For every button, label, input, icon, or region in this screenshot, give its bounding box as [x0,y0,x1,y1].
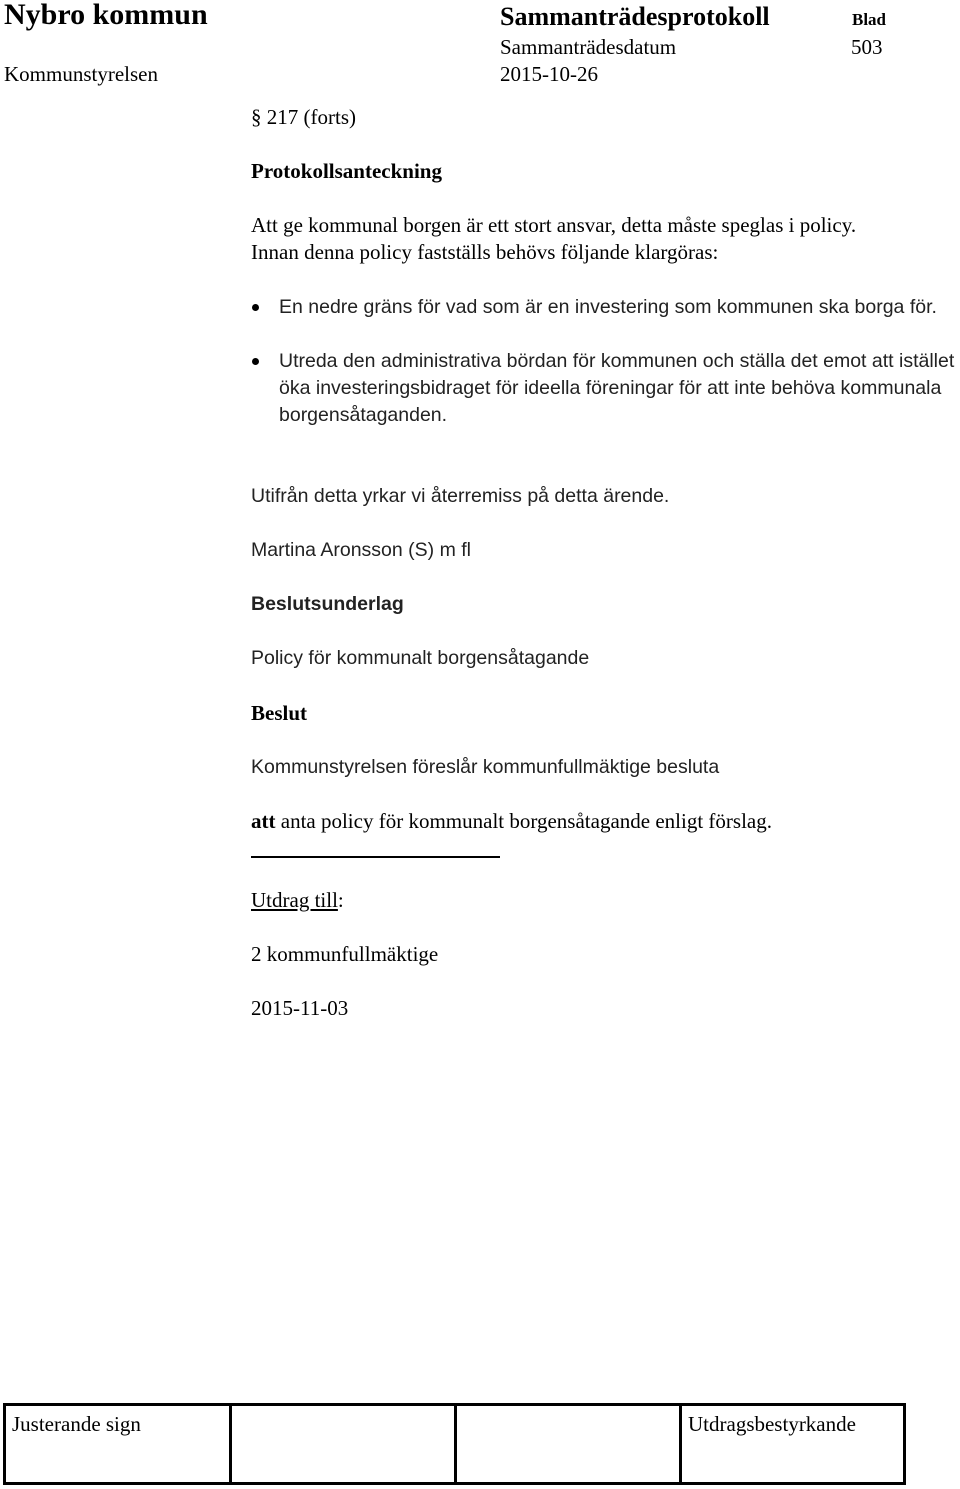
list-item [252,348,960,429]
utdragsbestyrkande-cell [682,1406,903,1482]
decision-text: anta policy för kommunalt borgensåtagande enligt förslag. [280,809,772,833]
justerande-sign-label: Justerande sign [12,1412,141,1436]
decision-line-2 [251,808,772,835]
doc-type: Sammanträdesprotokoll [500,2,770,31]
decision-att: att [251,809,276,833]
separator-rule [251,856,500,858]
signature-cell [457,1406,682,1482]
signature-cell [232,1406,457,1482]
signed-by: Martina Aronsson (S) m fl [251,539,471,561]
extract-label: Utdrag till [251,888,338,912]
decision-line-1: Kommunstyrelsen föreslår kommunfullmäktige besluta [251,756,720,778]
paragraph-ref [251,104,356,131]
bullet-dot-icon [252,358,259,365]
paragraph-ref-text: 217 (forts) [266,105,356,129]
extract-date: 2015-11-03 [251,996,349,1020]
org-name: Nybro kommun [4,0,208,31]
section-sign: § [251,105,262,129]
signature-table [3,1403,906,1485]
motion-text: Utifrån detta yrkar vi återremiss på detta ärende. [251,485,670,507]
blad-label: Blad [852,10,887,29]
meeting-date: 2015-10-26 [500,62,598,86]
intro-line-1: Att ge kommunal borgen är ett stort ansvar, detta måste speglas i policy. [251,213,857,237]
bullet-text: Utreda den administrativa bördan för kommunen och ställa det emot att istället öka investeringsbidraget för ideella föreningar för att inte behöva kommunala borgensåtaganden. [279,350,955,426]
extract-recipient: 2 kommunfullmäktige [251,942,439,966]
utdragsbestyrkande-label: Utdragsbestyrkande [688,1412,856,1436]
heading-decision: Beslut [251,701,308,725]
bullet-dot-icon [252,304,259,311]
page-number: 503 [851,35,883,59]
extract-colon: : [337,888,344,912]
bullet-text: En nedre gräns för vad som är en investering som kommunen ska borga för. [279,296,937,318]
basis-text: Policy för kommunalt borgensåtagande [251,647,590,669]
heading-basis: Beslutsunderlag [251,593,404,615]
intro-line-2: Innan denna policy fastställs behövs följande klargöras: [251,240,719,264]
bullet-list [252,294,960,429]
justerande-sign-cell [6,1406,232,1482]
list-item [252,294,939,321]
heading-note: Protokollsanteckning [251,159,442,183]
board-name: Kommunstyrelsen [4,62,158,86]
extract-heading [251,887,344,914]
meeting-date-label: Sammanträdesdatum [500,35,677,59]
